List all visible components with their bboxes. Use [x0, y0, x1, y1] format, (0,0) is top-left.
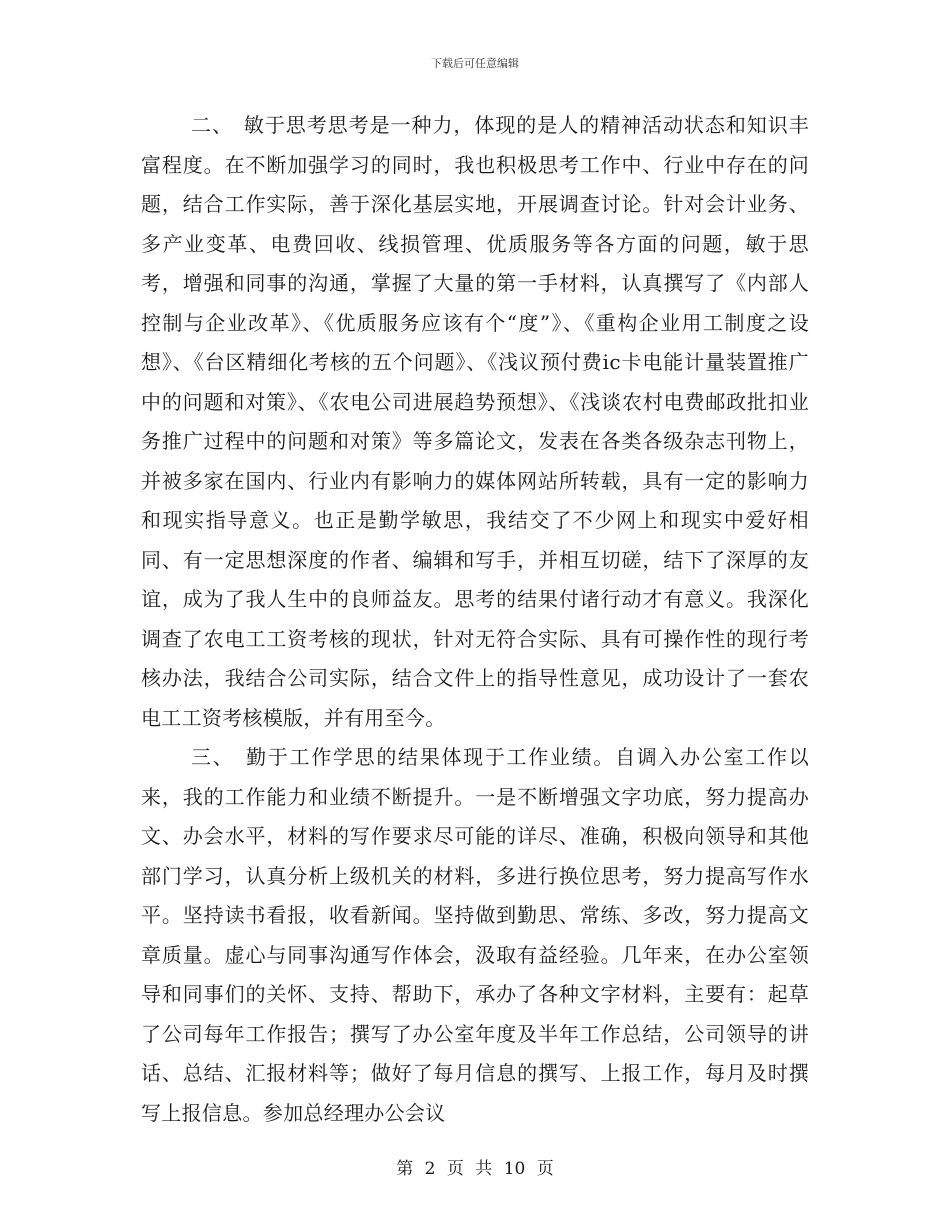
paragraph-three: 三、 勤于工作学思的结果体现于工作业绩。自调入办公室工作以来，我的工作能力和业绩不断提升。一是不断增强文字功底，努力提高办文、办会水平，材料的写作要求尽可能的详尽、准确，积极向领导和其他部门学习，认真分析上级机关的材料，多进行换位思考，努力提高写作水平。坚持读书看报，收看新闻。坚持做到勤思、常练、多改，努力提高文章质量。虚心与同事沟通写作体会，汲取有益经验。几年来，在办公室领导和同事们的关怀、支持、帮助下，承办了各种文字材料，主要有：起草了公司每年工作报告；撰写了办公室年度及半年工作总结，公司领导的讲话、总结、汇报材料等；做好了每月信息的撰写、上报工作，每月及时撰写上报信息。参加总经理办公会议: [141, 745, 809, 1125]
paragraph-two: 二、 敏于思考思考是一种力，体现的是人的精神活动状态和知识丰富程度。在不断加强学习的同时，我也积极思考工作中、行业中存在的问题，结合工作实际，善于深化基层实地，开展调查讨论。针对会计业务、多产业变革、电费回收、线损管理、优质服务等各方面的问题，敏于思考，增强和同事的沟通，掌握了大量的第一手材料，认真撰写了《内部人控制与企业改革》、《优质服务应该有个“度”》、《重构企业用工制度之设想》、《台区精细化考核的五个问题》、《浅议预付费ic卡电能计量装置推广中的问题和对策》、《农电公司进展趋势预想》、《浅谈农村电费邮政批扣业务推广过程中的问题和对策》等多篇论文，发表在各类各级杂志刊物上，并被多家在国内、行业内有影响力的媒体网站所转载，具有一定的影响力和现实指导意义。也正是勤学敏思，我结交了不少网上和现实中爱好相同、有一定思想深度的作者、编辑和写手，并相互切磋，结下了深厚的友谊，成为了我人生中的良师益友。思考的结果付诸行动才有意义。我深化调查了农电工工资考核的现状，针对无符合实际、具有可操作性的现行考核办法，我结合公司实际，结合文件上的指导性意见，成功设计了一套农电工工资考核模版，并有用至今。: [141, 113, 809, 730]
document-body: [141, 106, 809, 1133]
page-header: 下载后可任意编辑: [431, 57, 519, 70]
page-number-footer: 第 2 页 共 10 页: [396, 1159, 554, 1179]
